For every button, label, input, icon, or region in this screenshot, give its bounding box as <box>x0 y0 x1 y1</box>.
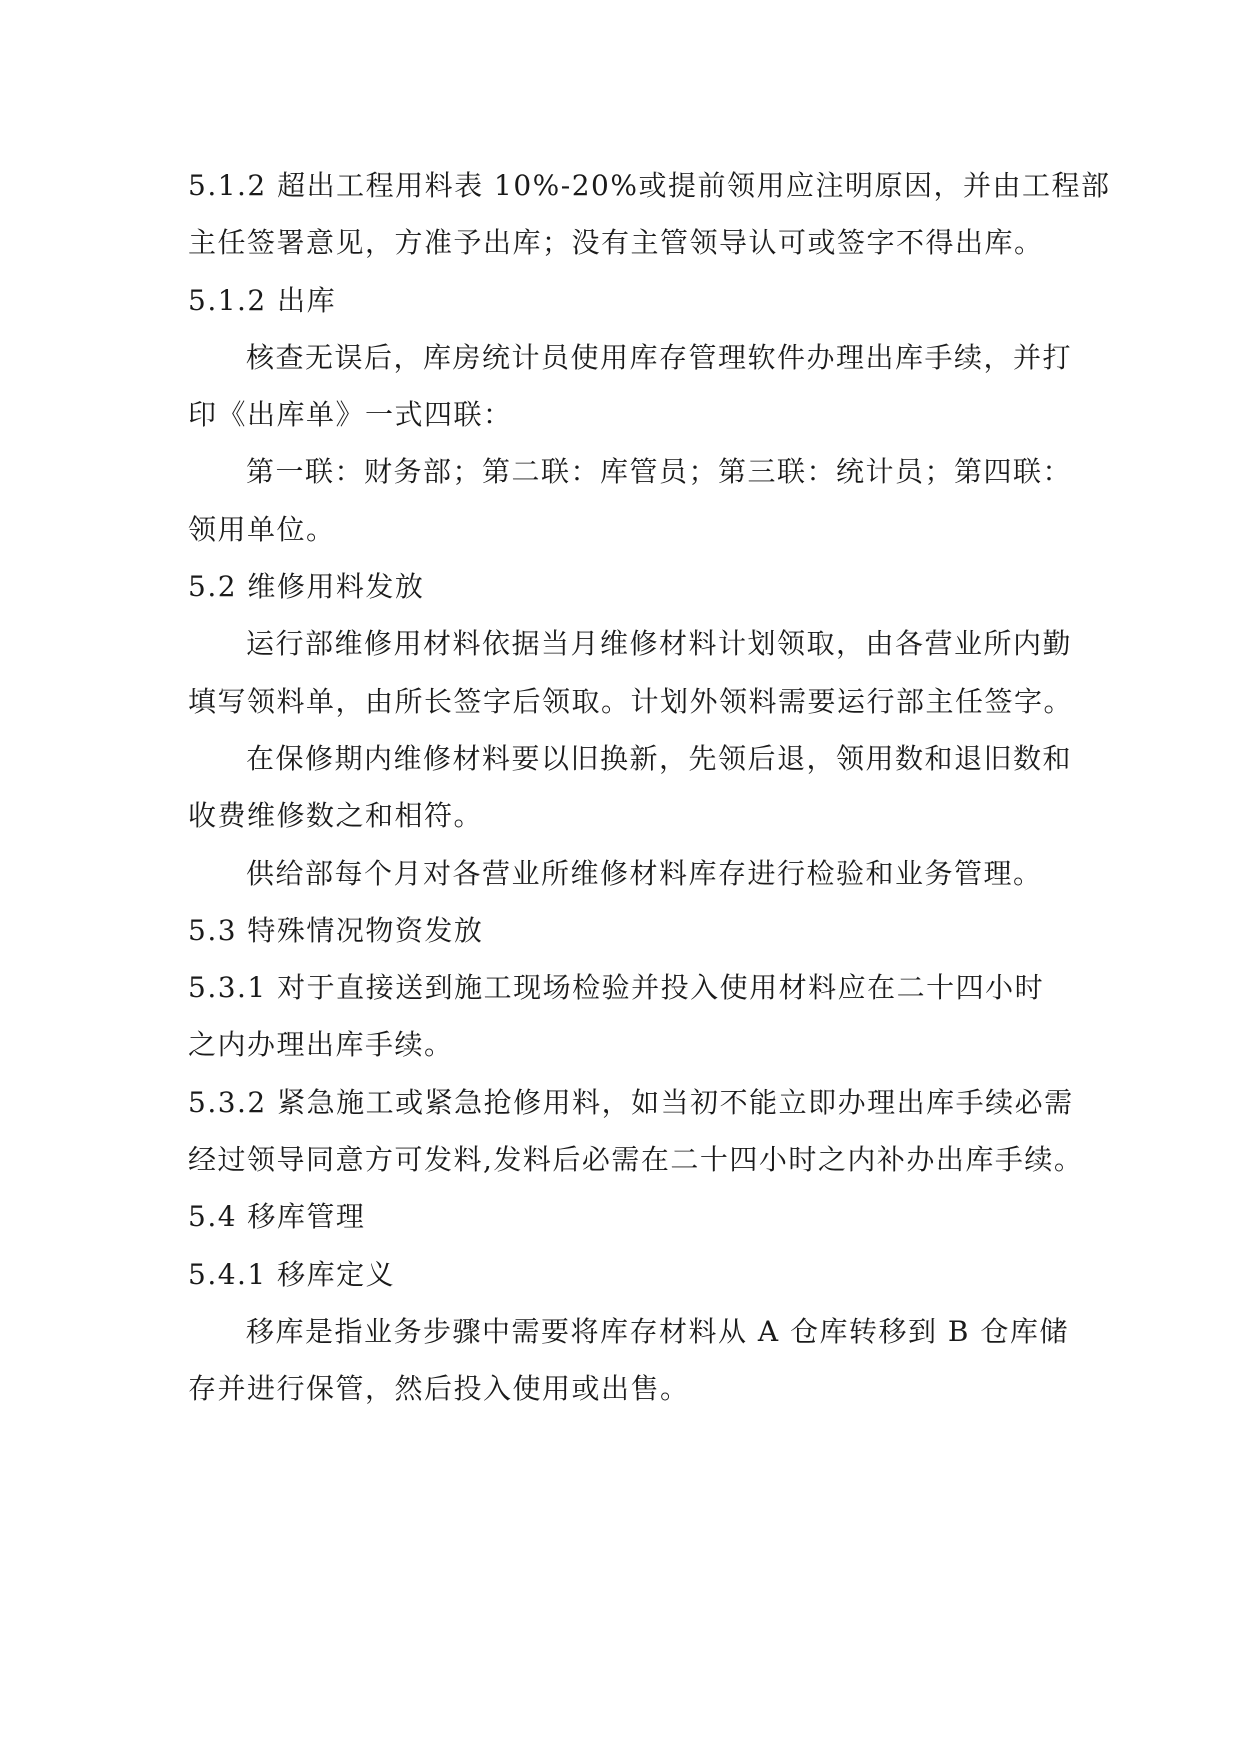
text-line-4: 核查无误后，库房统计员使用库存管理软件办理出库手续，并打 <box>246 340 1073 374</box>
text-line-11: 在保修期内维修材料要以旧换新，先领后退，领用数和退旧数和 <box>246 741 1073 775</box>
text-line-17: 5.3.2 紧急施工或紧急抢修用料，如当初不能立即办理出库手续必需 <box>188 1085 1074 1119</box>
text-line-2: 主任签署意见，方准予出库；没有主管领导认可或签字不得出库。 <box>188 226 1044 260</box>
text-line-1: 5.1.2 超出工程用料表 10%-20%或提前领用应注明原因，并由工程部 <box>188 169 1111 202</box>
text-line-22: 存并进行保管，然后投入使用或出售。 <box>188 1372 690 1406</box>
text-line-5: 印《出库单》一式四联： <box>188 398 513 432</box>
text-line-10: 填写领料单，由所长签字后领取。计划外领料需要运行部主任签字。 <box>188 684 1074 718</box>
text-line-18: 经过领导同意方可发料,发料后必需在二十四小时之内补办出库手续。 <box>188 1143 1084 1177</box>
text-line-16: 之内办理出库手续。 <box>188 1028 454 1062</box>
text-line-7: 领用单位。 <box>188 512 336 546</box>
document-body <box>188 157 1111 1418</box>
text-line-21: 移库是指业务步骤中需要将库存材料从 A 仓库转移到 B 仓库储 <box>246 1314 1069 1348</box>
text-line-9: 运行部维修用材料依据当月维修材料计划领取，由各营业所内勤 <box>246 627 1073 661</box>
section-heading-5-4: 5.4 移库管理 <box>188 1200 366 1234</box>
text-line-12: 收费维修数之和相符。 <box>188 799 484 833</box>
text-line-6: 第一联：财务部；第二联：库管员；第三联：统计员；第四联： <box>246 455 1073 489</box>
section-heading-5-2: 5.2 维修用料发放 <box>188 570 425 604</box>
text-line-15: 5.3.1 对于直接送到施工现场检验并投入使用材料应在二十四小时 <box>188 971 1045 1005</box>
section-heading-5-3: 5.3 特殊情况物资发放 <box>188 913 484 947</box>
text-line-13: 供给部每个月对各营业所维修材料库存进行检验和业务管理。 <box>246 856 1043 890</box>
section-heading-5-1-2: 5.1.2 出库 <box>188 283 337 317</box>
section-heading-5-4-1: 5.4.1 移库定义 <box>188 1257 396 1291</box>
